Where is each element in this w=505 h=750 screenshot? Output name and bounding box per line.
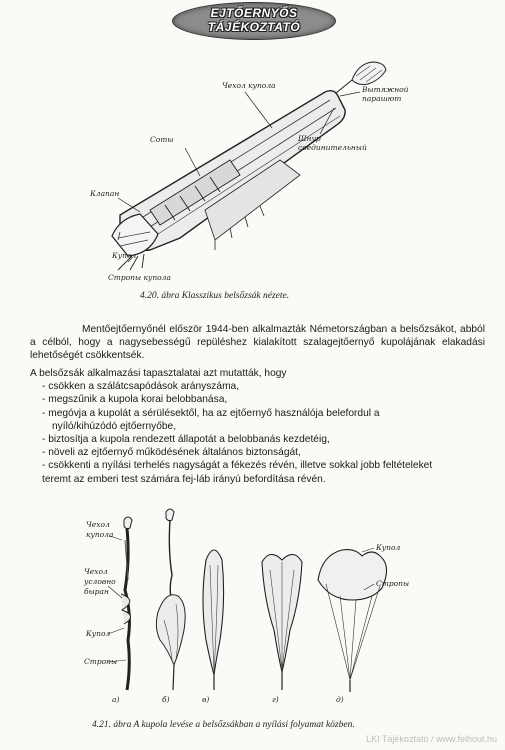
label-stropy-left: Стропы xyxy=(84,657,118,666)
list-item: - megszűnik a kupola korai belobbanása, xyxy=(42,394,228,406)
label-shnur-1: Шнур xyxy=(298,134,321,143)
stage-letter: д) xyxy=(336,695,344,704)
list-item: - biztosítja a kupola rendezett állapotát a belobbanás kezdetéig, xyxy=(42,434,330,446)
label-kupol: Купол xyxy=(112,251,137,260)
label-chehol-uslovno-2: условно xyxy=(84,577,116,586)
stage-letter: б) xyxy=(162,695,170,704)
label-chehol-kupola-2: купола xyxy=(86,530,114,539)
label-kupol-left: Купол xyxy=(86,629,111,638)
label-stropy-right: Стропы xyxy=(376,579,410,588)
figure-4-20-caption: 4.20. ábra Klasszikus belsőzsák nézete. xyxy=(140,291,290,301)
label-chehol-uslovno-1: Чехол xyxy=(84,567,108,576)
label-stropy-kupola: Стропы купола xyxy=(108,273,171,282)
footer-watermark: LKI Tájékoztató / www.felhout.hu xyxy=(366,734,497,744)
list-item: - növeli az ejtőernyő működésének általános biztonságát, xyxy=(42,447,301,459)
label-shnur-2: соединительный xyxy=(298,143,367,152)
stage-c xyxy=(203,550,224,690)
list-item: - megóvja a kupolát a sérülésektől, ha az ejtőernyő használója belefordul a nyíló/kihúzódó ejtőernyőbe, xyxy=(42,407,380,432)
stage-letter: а) xyxy=(112,695,120,704)
label-chehol-kupola: Чехол купола xyxy=(222,81,276,90)
figure-4-21-illustration xyxy=(0,508,505,718)
header-line-1: EJTŐERNYŐS xyxy=(210,6,298,20)
stage-letter: г) xyxy=(272,695,279,704)
label-chehol-kupola-1: Чехол xyxy=(86,520,110,529)
label-kupol-right: Купол xyxy=(376,543,401,552)
label-chehol-uslovno-3: быран xyxy=(84,587,109,596)
list-intro: A belsőzsák alkalmazási tapasztalatai azt mutatták, hogy xyxy=(30,368,287,379)
stage-b xyxy=(156,509,185,690)
list-closing: teremt az emberi test számára fej-láb irányú befordítása révén. xyxy=(42,473,326,485)
inner-bag xyxy=(120,91,345,251)
header-line-2: TÁJÉKOZTATÓ xyxy=(207,20,301,34)
label-vytyazhnoy-1: Вытяжной xyxy=(362,85,409,94)
list-item: - csökkenti a nyílási terhelés nagyságát a fékezés révén, illetve sokkal jobb feltételeket xyxy=(42,460,433,472)
body-paragraph xyxy=(30,323,485,363)
label-klapan: Клапан xyxy=(90,189,120,198)
figure-4-21-caption: 4.21. ábra A kupola levése a belsőzsákban a nyílási folyamat közben. xyxy=(92,720,355,730)
stage-d xyxy=(262,554,302,690)
header-badge xyxy=(172,2,336,40)
figure-4-20-illustration xyxy=(0,40,505,295)
label-soty: Соты xyxy=(150,135,174,144)
stage-letter: в) xyxy=(202,695,210,704)
label-vytyazhnoy-2: парашют xyxy=(362,94,402,103)
stage-a xyxy=(121,517,132,690)
stage-e xyxy=(318,550,387,692)
body-paragraph-text: Mentőejtőernyőnél először 1944-ben alkalmazták Németországban a belsőzsákot, abból a célból, hogy a nagysebességű repüléshez kialakított szalagejtőernyő kupolájának elakadási lehetőségét csökkentsék. xyxy=(30,324,485,362)
usage-list xyxy=(30,367,485,486)
list-item: - csökken a szálátcsapódások arányszáma, xyxy=(42,381,240,393)
